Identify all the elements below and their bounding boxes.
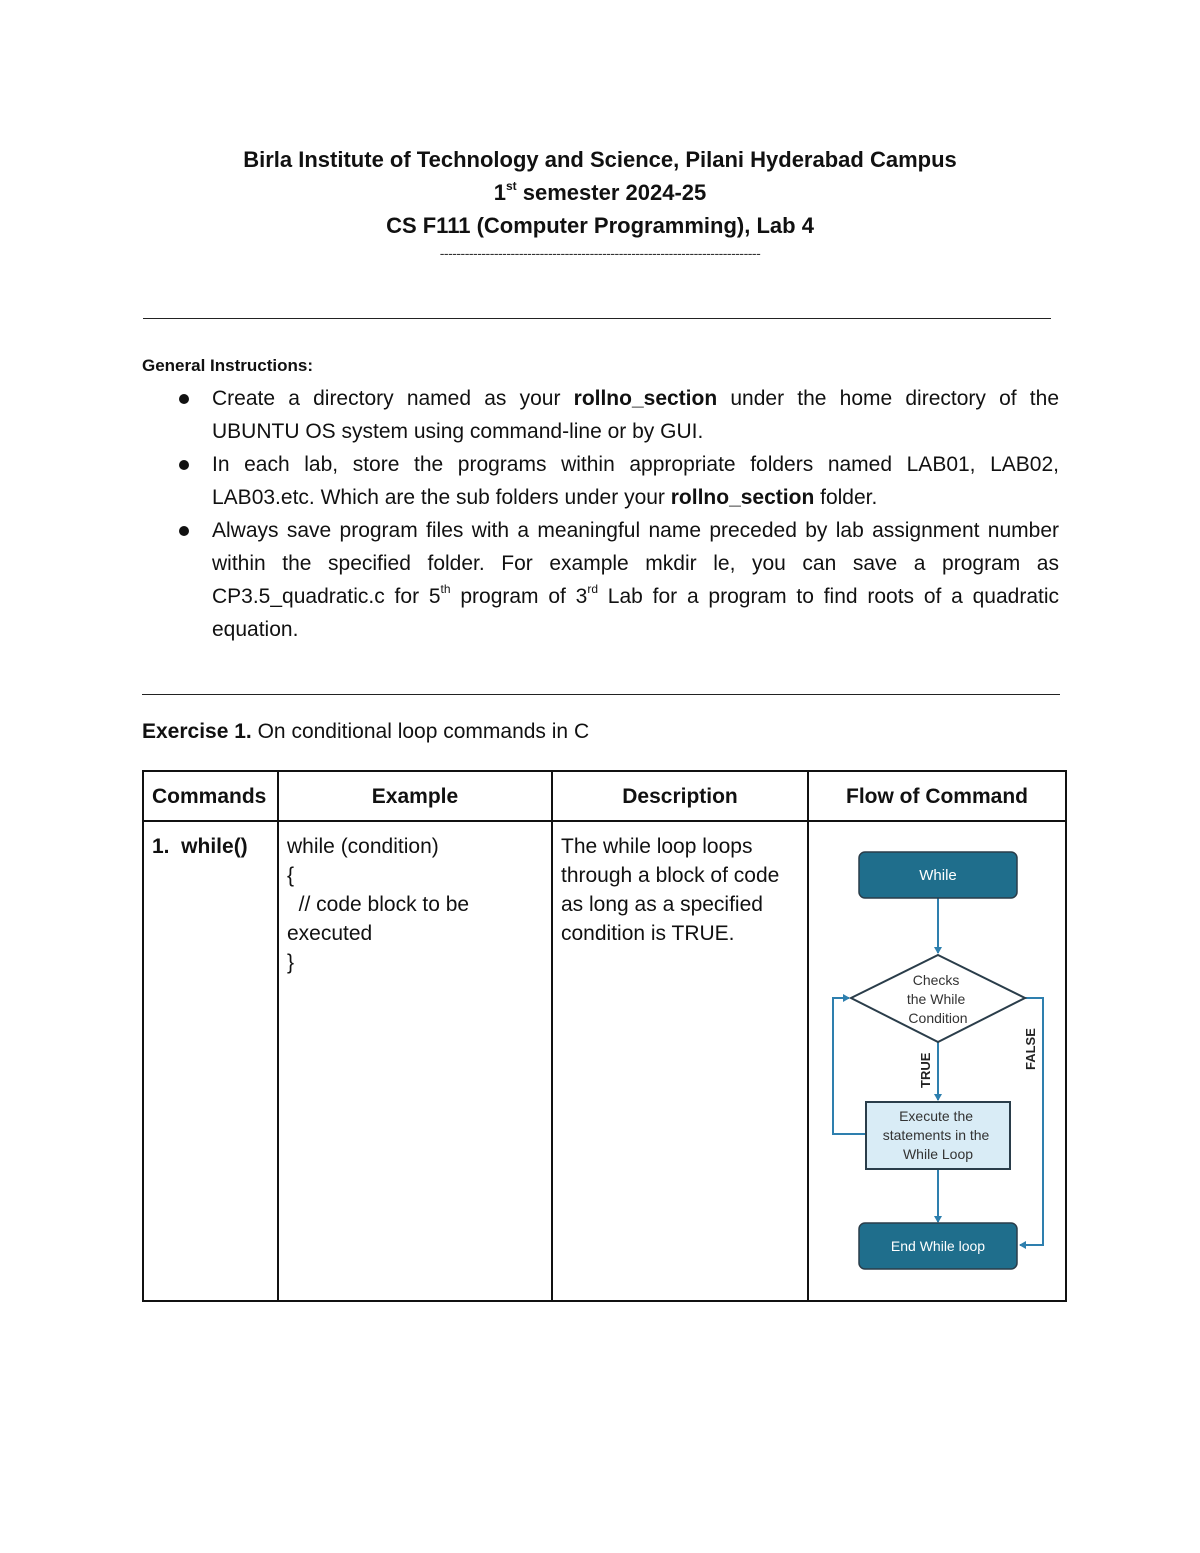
code-line: executed [287, 922, 373, 945]
cell-description [552, 821, 808, 1301]
list-item: Create a directory named as your rollno_section under the home directory of the UBUNTU OS system using command-line or by GUI. [142, 382, 1059, 448]
instructions-list [142, 382, 1059, 646]
semester-line: 1st semester 2024-25 [493, 178, 707, 205]
list-item: In each lab, store the programs within appropriate folders named LAB01, LAB02, LAB03.etc. Which are the sub folders under your rollno_section folder. [142, 448, 1059, 514]
cell-example [278, 821, 552, 1301]
code-line: } [287, 951, 295, 974]
flow-arrow-loop-back [833, 998, 865, 1134]
code-line: while (condition) [287, 835, 439, 858]
command-name: 1. while() [152, 835, 248, 858]
flow-process-label: Execute the statements in the While Loop [882, 1108, 990, 1162]
table-header-row [143, 771, 1066, 821]
general-instructions-title: General Instructions: [142, 356, 313, 375]
section-divider [142, 694, 1060, 695]
flow-start-label: While [919, 867, 957, 884]
top-divider [143, 318, 1051, 319]
header-example: Example [278, 771, 552, 821]
code-line: // code block to be [287, 893, 470, 916]
table-row [143, 821, 1066, 1301]
commands-table [142, 770, 1067, 1302]
cell-flow [808, 821, 1066, 1301]
cell-command [143, 821, 278, 1301]
header-description: Description [552, 771, 808, 821]
flow-false-label: FALSE [1023, 1028, 1038, 1070]
code-line: { [287, 864, 295, 887]
bullet-icon [179, 526, 189, 536]
bullet-icon [179, 394, 189, 404]
flow-end-label: End While loop [890, 1238, 986, 1254]
while-flowchart [809, 824, 1063, 1284]
institute-title: Birla Institute of Technology and Science, Pilani Hyderabad Campus [243, 147, 957, 172]
header-dashes: ----------------------------------------------------------------------------- [439, 245, 761, 261]
flow-decision-label: Checks the While Condition [906, 972, 968, 1026]
bullet-icon [179, 460, 189, 470]
description-text: The while loop loops through a block of code as long as a specified condition is TRUE. [561, 835, 780, 945]
header-flow: Flow of Command [808, 771, 1066, 821]
list-item: Always save program files with a meaningful name preceded by lab assignment number within the specified folder. For example mkdir le, you can save a program as CP3.5_quadratic.c for 5th program of 3rd Lab for a program to find roots of a quadratic equation. [142, 514, 1059, 646]
exercise-heading: Exercise 1. On conditional loop commands in C [142, 720, 590, 743]
flow-true-label: TRUE [918, 1052, 933, 1088]
document-header [0, 143, 1200, 260]
course-title: CS F111 (Computer Programming), Lab 4 [386, 213, 814, 238]
header-commands: Commands [143, 771, 278, 821]
